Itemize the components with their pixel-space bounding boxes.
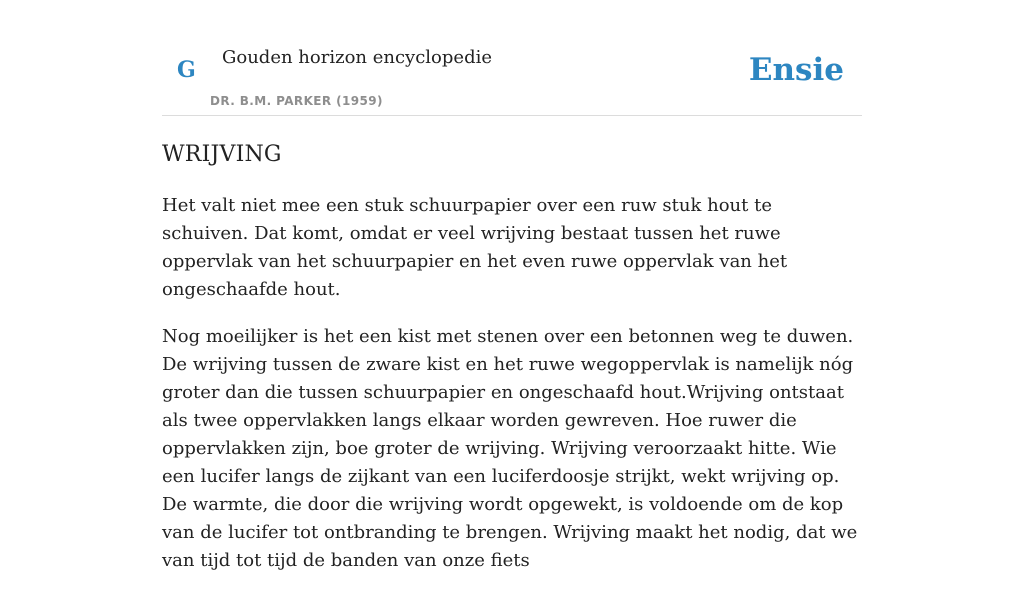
ensie-logo-link[interactable]: Ensie xyxy=(748,52,844,88)
book-author: DR. B.M. PARKER (1959) xyxy=(210,94,383,108)
entry-content xyxy=(162,138,862,594)
book-title[interactable]: Gouden horizon encyclopedie xyxy=(222,47,492,68)
book-logo-icon: G xyxy=(177,57,196,83)
entry-paragraph-1: Het valt niet mee een stuk schuurpapier over een ruw stuk hout te schuiven. Dat komt, omdat er veel wrijving bestaat tussen het ruwe oppervlak van het schuurpapier en het even ruwe oppervlak van het ongeschaafde hout. xyxy=(162,195,788,300)
page-header xyxy=(162,0,862,116)
entry-paragraph-2: Nog moeilijker is het een kist met stenen over een betonnen weg te duwen. De wrijving tussen de zware kist en het ruwe wegoppervlak is namelijk nóg groter dan die tussen schuurpapier en ongeschaafd hout.Wrijving ontstaat als twee oppervlakken langs elkaar worden gewreven. Hoe ruwer die oppervlakken zijn, boe groter de wrijving. Wrijving veroorzaakt hitte. Wie een lucifer langs de zijkant van een luciferdoosje strijkt, wekt wrijving op. De warmte, die door die wrijving wordt opgewekt, is voldoende om de kop van de lucifer tot ontbranding te brengen. Wrijving maakt het nodig, dat we van tijd tot tijd de banden van onze fiets xyxy=(162,326,858,571)
entry-title: WRIJVING xyxy=(162,142,282,167)
